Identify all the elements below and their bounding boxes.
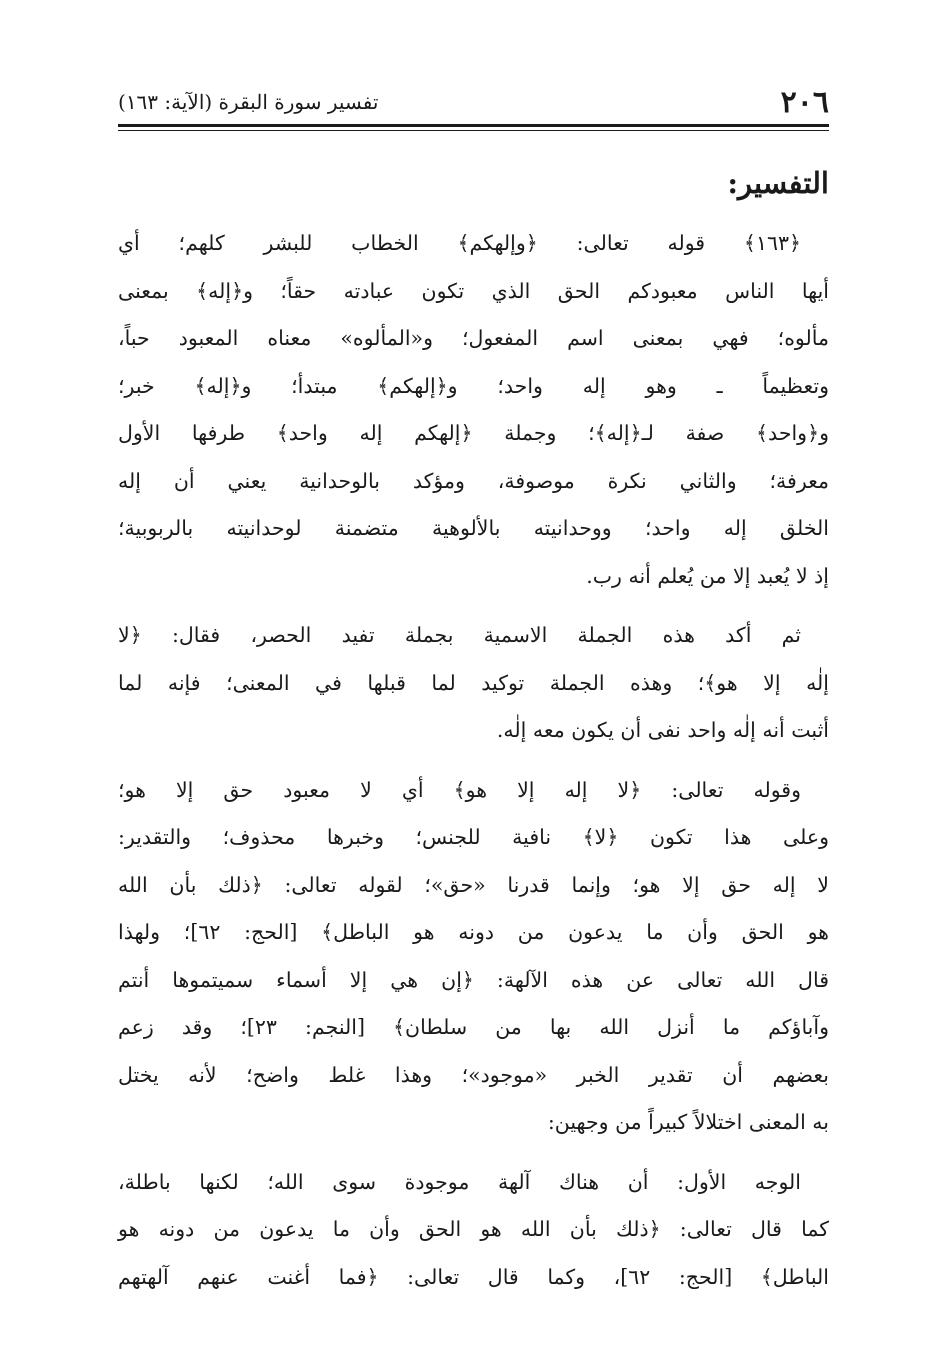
text-line: إلٰه إلا هو﴾؛ وهذه الجملة توكيد لما قبلها في المعنى؛ فإنه لما [118,670,829,695]
text-line: لا إله حق إلا هو؛ وإنما قدرنا «حق»؛ لقوله تعالى: ﴿ذلك بأن الله [118,872,829,897]
text-line: ﴿١٦٣﴾ قوله تعالى: ﴿وإلهكم﴾ الخطاب للبشر كلهم؛ أي [118,231,801,255]
text-line: وقوله تعالى: ﴿لا إله إلا هو﴾ أي لا معبود حق إلا هو؛ [118,777,801,802]
text-line: الخلق إله واحد؛ ووحدانيته بالألوهية متضمنة لوحدانيته بالربوبية؛ [118,516,829,540]
text-line: الباطل﴾ [الحج: ٦٢]، وكما قال تعالى: ﴿فما أغنت عنهم آلهتهم [118,1264,829,1289]
running-title: تفسير سورة البقرة (الآية: ١٦٣) [118,90,379,114]
header-rule [118,124,829,127]
page-header [118,82,829,122]
text-line: به المعنى اختلالاً كبيراً من وجهين: [547,1110,829,1134]
text-line: وعلى هذا تكون ﴿لا﴾ نافية للجنس؛ وخبرها محذوف؛ والتقدير: [118,825,829,849]
header-rule-thin [118,130,829,131]
paragraph [118,220,829,600]
page-body [118,150,829,1313]
section-heading: التفسير: [727,166,829,200]
text-line: قال الله تعالى عن هذه الآلهة: ﴿إن هي إلا أسماء سميتموها أنتم [118,967,829,992]
text-line: الوجه الأول: أن هناك آلهة موجودة سوى الله؛ لكنها باطلة، [118,1169,801,1194]
text-line: بعضهم أن تقدير الخبر «موجود»؛ وهذا غلط واضح؛ لأنه يختل [118,1062,829,1087]
text-line: و﴿واحد﴾ صفة لـ﴿إله﴾؛ وجملة ﴿إلهكم إله واحد﴾ طرفها الأول [118,421,829,445]
text-line: هو الحق وأن ما يدعون من دونه هو الباطل﴾ [الحج: ٦٢]؛ ولهذا [118,920,829,944]
text-line: ثم أكد هذه الجملة الاسمية بجملة تفيد الحصر، فقال: ﴿لا [118,623,801,647]
text-line: وتعظيماً ـ وهو إله واحد؛ و﴿إلهكم﴾ مبتدأ؛ و﴿إله﴾ خبر؛ [118,373,829,398]
text-line: أيها الناس معبودكم الحق الذي تكون عبادته حقاً؛ و﴿إله﴾ بمعنى [118,278,829,303]
text-line: إذ لا يُعبد إلا من يُعلم أنه رب. [586,563,829,588]
page-number: ٢٠٦ [780,84,829,120]
text-line: معرفة؛ والثاني نكرة موصوفة، ومؤكد بالوحدانية يعني أن إله [118,468,829,493]
paragraph [118,612,829,755]
text-line: مألوه؛ فهي بمعنى اسم المفعول؛ و«المألوه» معناه المعبود حباً، [118,326,829,350]
text-line: أثبت أنه إلٰه واحد نفى أن يكون معه إلٰه. [496,718,829,742]
paragraph [118,767,829,1147]
paragraph [118,1159,829,1302]
text-line: وآباؤكم ما أنزل الله بها من سلطان﴾ [النجم: ٢٣]؛ وقد زعم [118,1015,829,1039]
text-line: كما قال تعالى: ﴿ذلك بأن الله هو الحق وأن ما يدعون من دونه هو [118,1217,829,1241]
